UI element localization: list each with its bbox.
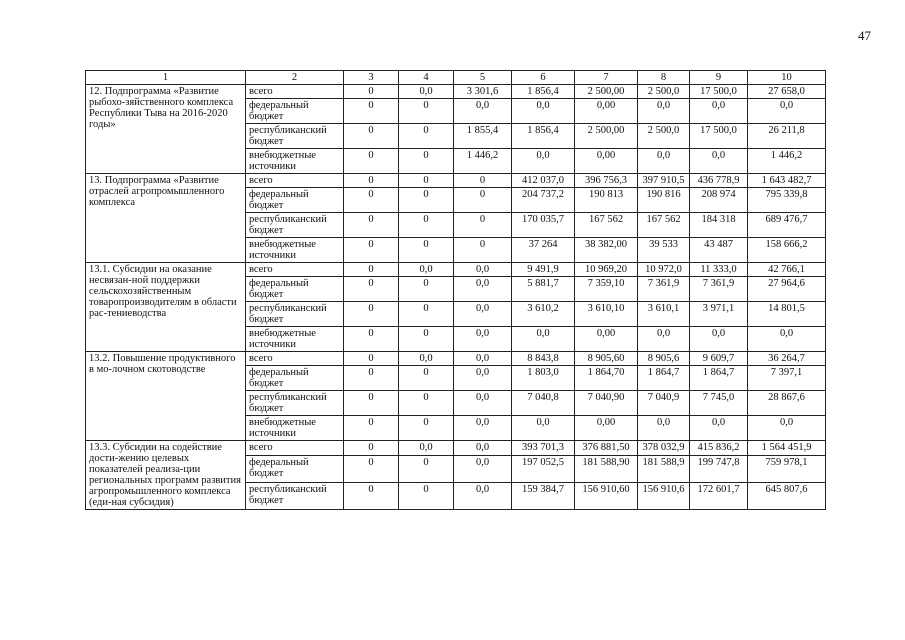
page-number: 47 (858, 28, 871, 43)
column-header: 2 (246, 71, 344, 85)
value-cell: 2 500,0 (638, 124, 690, 149)
value-cell: 1 446,2 (748, 149, 826, 174)
funding-source-cell: всего (246, 263, 344, 277)
value-cell: 2 500,00 (575, 85, 638, 99)
value-cell: 190 813 (575, 188, 638, 213)
value-cell: 0 (399, 277, 454, 302)
value-cell: 378 032,9 (638, 441, 690, 456)
value-cell: 17 500,0 (690, 124, 748, 149)
value-cell: 1 864,7 (638, 366, 690, 391)
value-cell: 0 (399, 99, 454, 124)
value-cell: 759 978,1 (748, 456, 826, 483)
value-cell: 0 (344, 391, 399, 416)
value-cell: 197 052,5 (512, 456, 575, 483)
table-row (86, 174, 826, 188)
value-cell: 7 361,9 (638, 277, 690, 302)
value-cell: 0 (344, 366, 399, 391)
value-cell: 0,00 (575, 327, 638, 352)
funding-source-cell: всего (246, 441, 344, 456)
value-cell: 43 487 (690, 238, 748, 263)
value-cell: 167 562 (638, 213, 690, 238)
value-cell: 0 (399, 302, 454, 327)
value-cell: 181 588,9 (638, 456, 690, 483)
value-cell: 0,0 (399, 441, 454, 456)
value-cell: 10 972,0 (638, 263, 690, 277)
value-cell: 11 333,0 (690, 263, 748, 277)
table-row (86, 263, 826, 277)
value-cell: 7 040,9 (638, 391, 690, 416)
value-cell: 9 491,9 (512, 263, 575, 277)
value-cell: 28 867,6 (748, 391, 826, 416)
value-cell: 0 (399, 149, 454, 174)
column-header: 5 (454, 71, 512, 85)
value-cell: 190 816 (638, 188, 690, 213)
value-cell: 14 801,5 (748, 302, 826, 327)
value-cell: 0,0 (454, 391, 512, 416)
funding-source-cell: внебюджетные источники (246, 149, 344, 174)
value-cell: 0,0 (454, 99, 512, 124)
value-cell: 0 (344, 263, 399, 277)
funding-source-cell: всего (246, 352, 344, 366)
value-cell: 0,0 (399, 263, 454, 277)
value-cell: 645 807,6 (748, 483, 826, 510)
value-cell: 208 974 (690, 188, 748, 213)
value-cell: 0 (399, 188, 454, 213)
table-row (86, 85, 826, 99)
value-cell: 397 910,5 (638, 174, 690, 188)
funding-source-cell: федеральный бюджет (246, 456, 344, 483)
funding-source-cell: всего (246, 85, 344, 99)
value-cell: 0,0 (512, 149, 575, 174)
value-cell: 0 (344, 149, 399, 174)
value-cell: 38 382,00 (575, 238, 638, 263)
value-cell: 0 (344, 352, 399, 366)
value-cell: 36 264,7 (748, 352, 826, 366)
value-cell: 0,0 (748, 416, 826, 441)
value-cell: 0 (399, 366, 454, 391)
value-cell: 0,0 (690, 327, 748, 352)
value-cell: 0,00 (575, 99, 638, 124)
value-cell: 0,0 (638, 416, 690, 441)
value-cell: 167 562 (575, 213, 638, 238)
funding-source-cell: внебюджетные источники (246, 238, 344, 263)
value-cell: 0,0 (454, 352, 512, 366)
value-cell: 2 500,0 (638, 85, 690, 99)
funding-source-cell: федеральный бюджет (246, 277, 344, 302)
value-cell: 3 610,1 (638, 302, 690, 327)
value-cell: 1 803,0 (512, 366, 575, 391)
value-cell: 689 476,7 (748, 213, 826, 238)
value-cell: 0,0 (399, 352, 454, 366)
value-cell: 0,0 (454, 263, 512, 277)
value-cell: 0 (344, 302, 399, 327)
funding-source-cell: внебюджетные источники (246, 327, 344, 352)
value-cell: 10 969,20 (575, 263, 638, 277)
value-cell: 0,0 (454, 416, 512, 441)
value-cell: 0 (344, 327, 399, 352)
column-header: 1 (86, 71, 246, 85)
value-cell: 0 (399, 238, 454, 263)
value-cell: 0 (399, 213, 454, 238)
funding-source-cell: республиканский бюджет (246, 124, 344, 149)
value-cell: 0,0 (690, 416, 748, 441)
column-header: 7 (575, 71, 638, 85)
value-cell: 158 666,2 (748, 238, 826, 263)
value-cell: 170 035,7 (512, 213, 575, 238)
value-cell: 0 (344, 99, 399, 124)
value-cell: 8 905,6 (638, 352, 690, 366)
value-cell: 26 211,8 (748, 124, 826, 149)
value-cell: 7 397,1 (748, 366, 826, 391)
value-cell: 0 (399, 124, 454, 149)
value-cell: 17 500,0 (690, 85, 748, 99)
value-cell: 0,0 (399, 85, 454, 99)
value-cell: 0 (454, 213, 512, 238)
value-cell: 415 836,2 (690, 441, 748, 456)
column-header-row (86, 71, 826, 85)
value-cell: 172 601,7 (690, 483, 748, 510)
value-cell: 3 610,10 (575, 302, 638, 327)
value-cell: 0,0 (454, 483, 512, 510)
table-body (86, 85, 826, 510)
value-cell: 204 737,2 (512, 188, 575, 213)
value-cell: 0,0 (512, 327, 575, 352)
value-cell: 393 701,3 (512, 441, 575, 456)
funding-source-cell: федеральный бюджет (246, 366, 344, 391)
funding-source-cell: республиканский бюджет (246, 302, 344, 327)
value-cell: 0,00 (575, 149, 638, 174)
column-header: 9 (690, 71, 748, 85)
value-cell: 0 (344, 174, 399, 188)
value-cell: 39 533 (638, 238, 690, 263)
value-cell: 795 339,8 (748, 188, 826, 213)
value-cell: 8 905,60 (575, 352, 638, 366)
value-cell: 0 (344, 85, 399, 99)
value-cell: 2 500,00 (575, 124, 638, 149)
value-cell: 0 (399, 327, 454, 352)
value-cell: 376 881,50 (575, 441, 638, 456)
value-cell: 0 (399, 456, 454, 483)
value-cell: 42 766,1 (748, 263, 826, 277)
column-header: 10 (748, 71, 826, 85)
value-cell: 37 264 (512, 238, 575, 263)
value-cell: 0,0 (512, 99, 575, 124)
value-cell: 0 (454, 238, 512, 263)
value-cell: 0,0 (638, 327, 690, 352)
program-name-cell: 13.3. Субсидии на содействие дости-жению целевых показателей реализа-ции региональных программ развития агропромышленного комплекса (еди-ная субсидия) (86, 441, 246, 510)
value-cell: 5 881,7 (512, 277, 575, 302)
value-cell: 0,0 (690, 99, 748, 124)
value-cell: 0,0 (638, 99, 690, 124)
value-cell: 0 (344, 416, 399, 441)
funding-source-cell: всего (246, 174, 344, 188)
value-cell: 412 037,0 (512, 174, 575, 188)
program-name-cell: 13.1. Субсидии на оказание несвязан-ной поддержки сельскохозяйственным товаропроизводителям в области рас-тениеводства (86, 263, 246, 352)
value-cell: 184 318 (690, 213, 748, 238)
value-cell: 3 301,6 (454, 85, 512, 99)
program-name-cell: 13. Подпрограмма «Развитие отраслей агропромышленного комплекса (86, 174, 246, 263)
value-cell: 3 971,1 (690, 302, 748, 327)
value-cell: 1 643 482,7 (748, 174, 826, 188)
value-cell: 0 (344, 188, 399, 213)
value-cell: 0,0 (454, 302, 512, 327)
funding-source-cell: внебюджетные источники (246, 416, 344, 441)
value-cell: 436 778,9 (690, 174, 748, 188)
value-cell: 1 855,4 (454, 124, 512, 149)
value-cell: 0,00 (575, 416, 638, 441)
value-cell: 0 (399, 416, 454, 441)
value-cell: 1 856,4 (512, 124, 575, 149)
value-cell: 0,0 (454, 366, 512, 391)
budget-table (85, 70, 826, 510)
value-cell: 0 (344, 238, 399, 263)
value-cell: 1 446,2 (454, 149, 512, 174)
value-cell: 0 (344, 441, 399, 456)
value-cell: 0 (399, 174, 454, 188)
value-cell: 8 843,8 (512, 352, 575, 366)
value-cell: 0,0 (454, 327, 512, 352)
value-cell: 3 610,2 (512, 302, 575, 327)
value-cell: 7 040,90 (575, 391, 638, 416)
value-cell: 0,0 (748, 327, 826, 352)
funding-source-cell: республиканский бюджет (246, 483, 344, 510)
value-cell: 0 (344, 456, 399, 483)
value-cell: 0 (344, 277, 399, 302)
value-cell: 0 (344, 213, 399, 238)
column-header: 3 (344, 71, 399, 85)
value-cell: 0,0 (454, 277, 512, 302)
value-cell: 0 (454, 174, 512, 188)
value-cell: 156 910,60 (575, 483, 638, 510)
funding-source-cell: федеральный бюджет (246, 99, 344, 124)
table-row (86, 441, 826, 456)
value-cell: 396 756,3 (575, 174, 638, 188)
value-cell: 7 359,10 (575, 277, 638, 302)
funding-source-cell: республиканский бюджет (246, 391, 344, 416)
table-row (86, 352, 826, 366)
value-cell: 0,0 (638, 149, 690, 174)
value-cell: 1 864,70 (575, 366, 638, 391)
value-cell: 1 564 451,9 (748, 441, 826, 456)
column-header: 6 (512, 71, 575, 85)
program-name-cell: 12. Подпрограмма «Развитие рыбохо-зяйственного комплекса Республики Тыва на 2016-2020 годы» (86, 85, 246, 174)
value-cell: 27 964,6 (748, 277, 826, 302)
funding-source-cell: республиканский бюджет (246, 213, 344, 238)
value-cell: 159 384,7 (512, 483, 575, 510)
value-cell: 7 745,0 (690, 391, 748, 416)
value-cell: 0 (399, 483, 454, 510)
value-cell: 0 (344, 483, 399, 510)
column-header: 4 (399, 71, 454, 85)
value-cell: 181 588,90 (575, 456, 638, 483)
value-cell: 156 910,6 (638, 483, 690, 510)
value-cell: 7 040,8 (512, 391, 575, 416)
value-cell: 0,0 (512, 416, 575, 441)
value-cell: 0 (454, 188, 512, 213)
value-cell: 1 864,7 (690, 366, 748, 391)
value-cell: 0 (344, 124, 399, 149)
value-cell: 1 856,4 (512, 85, 575, 99)
funding-source-cell: федеральный бюджет (246, 188, 344, 213)
value-cell: 0,0 (748, 99, 826, 124)
value-cell: 0,0 (454, 441, 512, 456)
value-cell: 7 361,9 (690, 277, 748, 302)
value-cell: 9 609,7 (690, 352, 748, 366)
program-name-cell: 13.2. Повышение продуктивного в мо-лочном скотоводстве (86, 352, 246, 441)
value-cell: 0 (399, 391, 454, 416)
value-cell: 199 747,8 (690, 456, 748, 483)
column-header: 8 (638, 71, 690, 85)
value-cell: 27 658,0 (748, 85, 826, 99)
value-cell: 0,0 (454, 456, 512, 483)
value-cell: 0,0 (690, 149, 748, 174)
